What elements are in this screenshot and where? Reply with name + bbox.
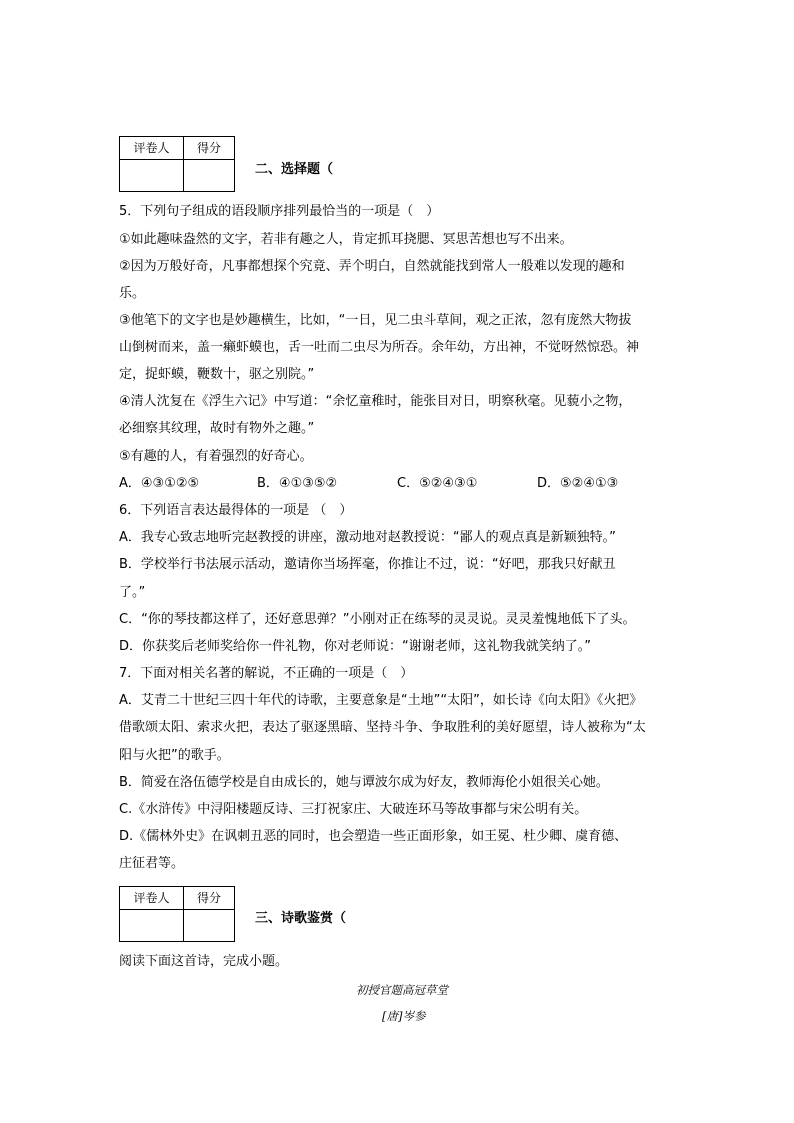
option-a-cont: 借歌颂太阳、索求火把，表达了驱逐黑暗、坚持斗争、争取胜利的美好愿望，诗人被称为“太 xyxy=(119,720,646,735)
option-c[interactable]: C．⑤②④③① xyxy=(397,476,478,491)
option-a[interactable]: A．我专心致志地听完赵教授的讲座，激动地对赵教授说：“鄙人的观点真是新颖独特。” xyxy=(119,530,616,545)
score-label: 得分 xyxy=(184,887,235,910)
score-label: 得分 xyxy=(184,137,235,160)
option-d[interactable]: D.《儒林外史》在讽刺丑恶的同时，也会塑造一些正面形象，如王冕、杜少卿、虞育德、 xyxy=(119,829,628,844)
grader-table xyxy=(119,136,235,192)
grader-cell xyxy=(120,160,184,192)
poem-intro: 阅读下面这首诗，完成小题。 xyxy=(119,954,289,969)
grader-cell xyxy=(120,910,184,942)
score-cell xyxy=(184,160,235,192)
option-a[interactable]: A．艾青二十世纪三四十年代的诗歌，主要意象是“土地”“太阳”，如长诗《向太阳》《火把》 xyxy=(119,693,643,708)
q5-line: ②因为万般好奇，凡事都想探个究竟、弄个明白，自然就能找到常人一般难以发现的趣和 xyxy=(119,259,625,274)
grader-label: 评卷人 xyxy=(120,887,184,910)
option-d[interactable]: D．⑤②④①③ xyxy=(537,476,619,491)
q5-line: ④清人沈复在《浮生六记》中写道：“余忆童稚时，能张目对日，明察秋毫。见藐小之物， xyxy=(119,394,632,409)
option-b[interactable]: B．简爱在洛伍德学校是自由成长的，她与谭波尔成为好友，教师海伦小姐很关心她。 xyxy=(119,775,609,790)
score-cell xyxy=(184,910,235,942)
option-b-cont: 了。” xyxy=(119,585,146,600)
option-a-cont: 阳与火把”的歌手。 xyxy=(119,748,230,763)
question-stem: 7．下面对相关名著的解说，不正确的一项是（ ） xyxy=(119,666,414,681)
question-stem: 6．下列语言表达最得体的一项是 （ ） xyxy=(119,503,353,518)
question-stem: 5．下列句子组成的语段顺序排列最恰当的一项是（ ） xyxy=(119,204,440,219)
option-b[interactable]: B．④①③⑤② xyxy=(257,476,338,491)
q5-line: ①如此趣味盎然的文字，若非有趣之人，肯定抓耳挠腮、冥思苦想也写不出来。 xyxy=(119,232,573,247)
option-c[interactable]: C.《水浒传》中浔阳楼题反诗、三打祝家庄、大破连环马等故事都与宋公明有关。 xyxy=(119,802,588,817)
option-d[interactable]: D．你获奖后老师奖给你一件礼物，你对老师说：“谢谢老师，这礼物我就笑纳了。” xyxy=(119,639,591,654)
q5-line: 乐。 xyxy=(119,286,146,301)
option-c[interactable]: C．“你的琴技都这样了，还好意思弹？”小刚对正在练琴的灵灵说。灵灵羞愧地低下了头。 xyxy=(119,612,636,627)
q5-line: ③他笔下的文字也是妙趣横生，比如，“一日，见二虫斗草间，观之正浓，忽有庞然大物拔 xyxy=(119,313,632,328)
option-b[interactable]: B．学校举行书法展示活动，邀请你当场挥毫，你推让不过，说：“好吧，那我只好献丑 xyxy=(119,557,616,572)
poem-title: 初授官题高冠草堂 xyxy=(356,983,448,997)
grader-label: 评卷人 xyxy=(120,137,184,160)
q5-line: 山倒树而来，盖一癞虾蟆也，舌一吐而二虫尽为所吞。余年幼，方出神，不觉呀然惊恐。神 xyxy=(119,340,640,355)
option-d-cont: 庄征君等。 xyxy=(119,856,185,871)
q5-line: 定，捉虾蟆，鞭数十，驱之别院。” xyxy=(119,367,315,382)
poem-author: [唐]岑参 xyxy=(382,1009,426,1023)
section-title: 二、选择题（ xyxy=(255,162,334,177)
q5-line: ⑤有趣的人，有着强烈的好奇心。 xyxy=(119,449,313,464)
q5-options xyxy=(119,477,618,490)
q5-line: 必细察其纹理，故时有物外之趣。” xyxy=(119,421,315,436)
option-a[interactable]: A．④③①②⑤ xyxy=(119,476,200,491)
grader-table xyxy=(119,886,235,942)
section-title: 三、诗歌鉴赏（ xyxy=(255,911,347,926)
